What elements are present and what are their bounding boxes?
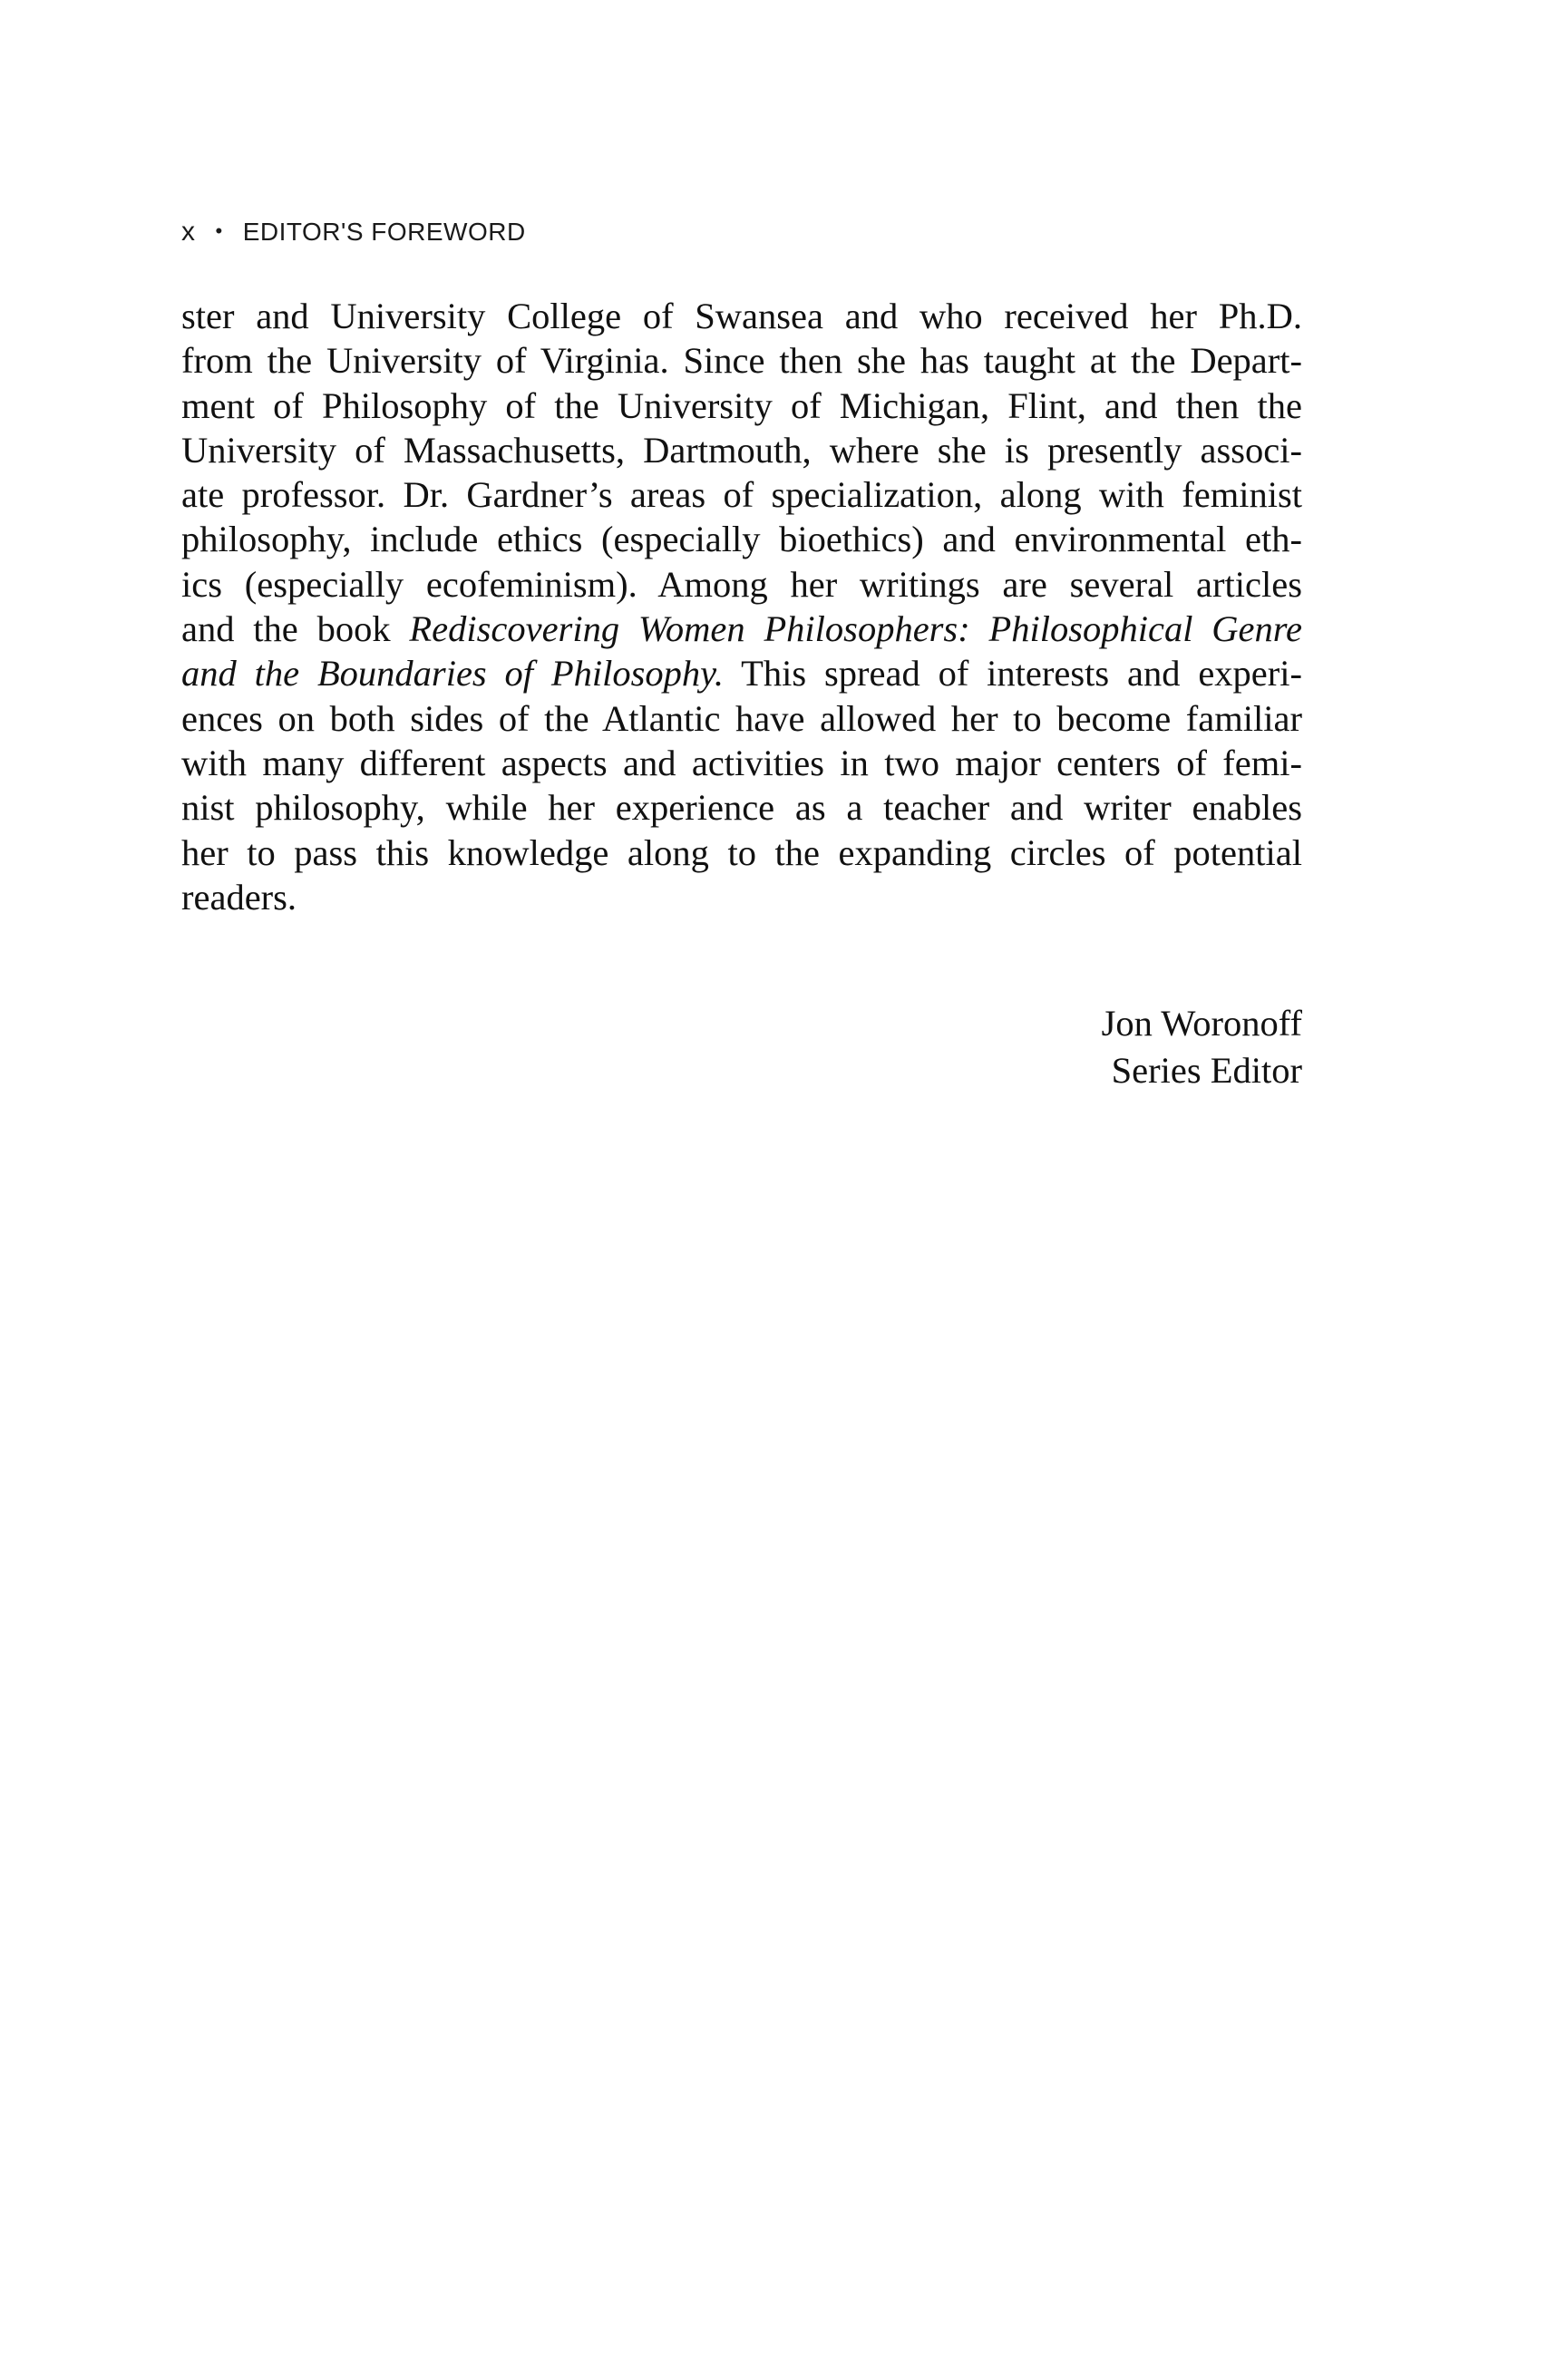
text-line [181, 651, 1302, 695]
book-title-part-1: Rediscovering Women Philosophers: Philosophical Genre [409, 608, 1302, 650]
text-line: readers. [181, 876, 297, 918]
foreword-paragraph [181, 294, 1302, 919]
signature-block [1102, 1000, 1302, 1094]
section-title: EDITOR'S FOREWORD [242, 218, 526, 246]
signature-name: Jon Woronoff [1101, 1003, 1302, 1044]
text-line: ences on both sides of the Atlantic have allowed her to become familiar [181, 697, 1302, 739]
line-text: This spread of interests and experi- [724, 653, 1303, 695]
book-title-part-2: and the Boundaries of Philosophy. [181, 653, 725, 695]
page-number: x [181, 217, 196, 247]
text-line: ster and University College of Swansea and who received her Ph.D. [181, 296, 1302, 336]
text-line: with many different aspects and activities in two major centers of femi- [181, 742, 1302, 783]
text-line: from the University of Virginia. Since then she has taught at the Depart- [181, 340, 1302, 382]
text-line: philosophy, include ethics (especially bioethics) and environmental eth- [181, 519, 1302, 560]
text-line: ate professor. Dr. Gardner’s areas of specialization, along with feminist [181, 474, 1302, 516]
text-line [181, 607, 1302, 651]
bullet-separator: • [215, 219, 223, 242]
text-line: nist philosophy, while her experience as a teacher and writer enables [181, 787, 1302, 829]
text-line: ics (especially ecofeminism). Among her writings are several articles [181, 563, 1302, 605]
text-line: University of Massachusetts, Dartmouth, where she is presently associ- [181, 429, 1302, 471]
running-head [181, 214, 526, 250]
signature-title: Series Editor [1111, 1050, 1302, 1091]
text-line: ment of Philosophy of the University of Michigan, Flint, and then the [181, 384, 1302, 426]
text-line: her to pass this knowledge along to the expanding circles of potential [181, 831, 1302, 873]
line-text: and the book [181, 608, 410, 650]
